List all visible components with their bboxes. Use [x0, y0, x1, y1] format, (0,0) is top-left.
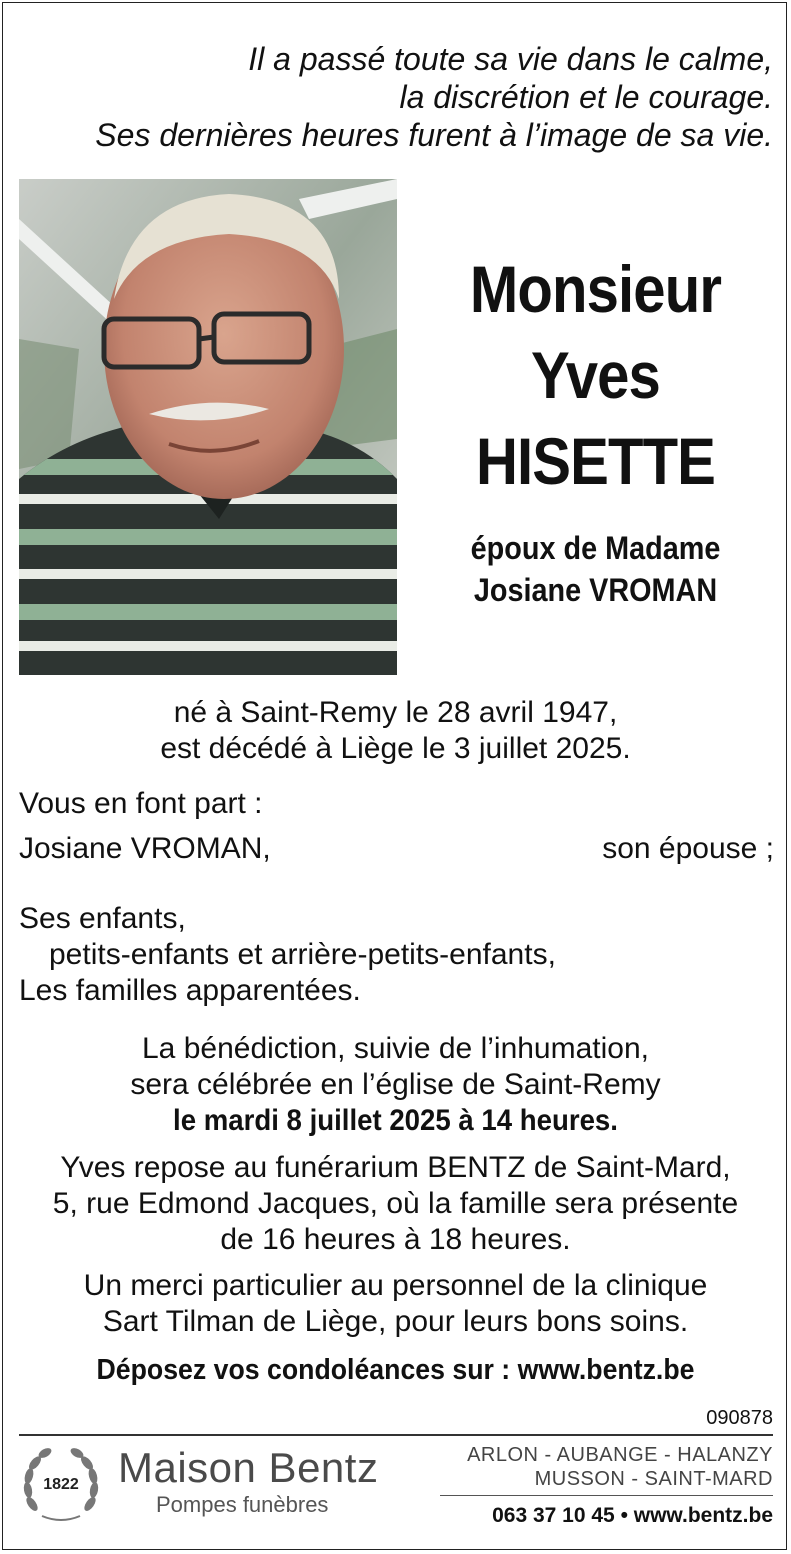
spouse-name: Josiane VROMAN,	[19, 832, 271, 865]
quote-line: la discrétion et le courage.	[399, 79, 773, 115]
portrait-photo	[19, 179, 397, 675]
laurel-logo	[20, 1442, 102, 1524]
towns-line: MUSSON - SAINT-MARD	[534, 1468, 773, 1490]
thanks-line: Sart Tilman de Liège, pour leurs bons soins.	[102, 1305, 689, 1338]
brand-tagline: Pompes funèbres	[156, 1492, 329, 1517]
birth-death-info	[0, 695, 791, 767]
death-line: est décédé à Liège le 3 juillet 2025.	[160, 732, 631, 765]
phone-number[interactable]: 063 37 10 45	[492, 1504, 615, 1527]
website-link[interactable]: www.bentz.be	[633, 1504, 773, 1527]
funerarium-line: de 16 heures à 18 heures.	[220, 1223, 571, 1256]
funerarium-line: Yves repose au funérarium BENTZ de Saint-Mard,	[60, 1151, 731, 1184]
founding-year: 1822	[43, 1476, 79, 1493]
contact-separator: •	[620, 1504, 628, 1527]
spouse-notification-row	[19, 831, 774, 867]
reference-number: 090878	[706, 1407, 773, 1429]
family-list	[19, 901, 556, 1009]
ceremony-line: La bénédiction, suivie de l’inhumation,	[142, 1032, 649, 1065]
condolences-link[interactable]: Déposez vos condoléances sur : www.bentz.be	[96, 1354, 695, 1386]
thanks-message	[0, 1268, 791, 1340]
funerarium-line: 5, rue Edmond Jacques, où la famille sera présente	[52, 1187, 739, 1220]
deceased-name	[400, 246, 791, 504]
towns-line: ARLON - AUBANGE - HALANZY	[467, 1444, 773, 1466]
family-line: petits-enfants et arrière-petits-enfants,	[49, 938, 556, 971]
thanks-line: Un merci particulier au personnel de la clinique	[83, 1269, 708, 1302]
towns-divider	[440, 1495, 773, 1496]
spouse-line: époux de Madame	[470, 530, 721, 566]
footer-divider	[19, 1434, 773, 1436]
ceremony-info	[0, 1031, 791, 1139]
family-line: Les familles apparentées.	[19, 974, 361, 1007]
deceased-first-name: Yves	[531, 338, 660, 412]
family-line: Ses enfants,	[19, 902, 186, 935]
brand-name: Maison Bentz	[118, 1444, 379, 1491]
spouse-mention	[420, 527, 772, 611]
office-locations	[467, 1443, 773, 1491]
deceased-title: Monsieur	[469, 252, 722, 326]
quote-line: Ses dernières heures furent à l’image de sa vie.	[95, 117, 773, 153]
epitaph-quote	[95, 40, 773, 154]
spouse-line: Josiane VROMAN	[473, 572, 718, 608]
birth-line: né à Saint-Remy le 28 avril 1947,	[173, 696, 618, 729]
ceremony-date: le mardi 8 juillet 2025 à 14 heures.	[173, 1104, 618, 1137]
notification-intro: Vous en font part :	[19, 787, 263, 820]
ceremony-line: sera célébrée en l’église de Saint-Remy	[130, 1068, 661, 1101]
contact-line	[492, 1502, 773, 1530]
funerarium-info	[0, 1150, 791, 1258]
spouse-role: son épouse ;	[602, 832, 774, 865]
quote-line: Il a passé toute sa vie dans le calme,	[248, 41, 773, 77]
deceased-last-name: HISETTE	[475, 424, 716, 498]
